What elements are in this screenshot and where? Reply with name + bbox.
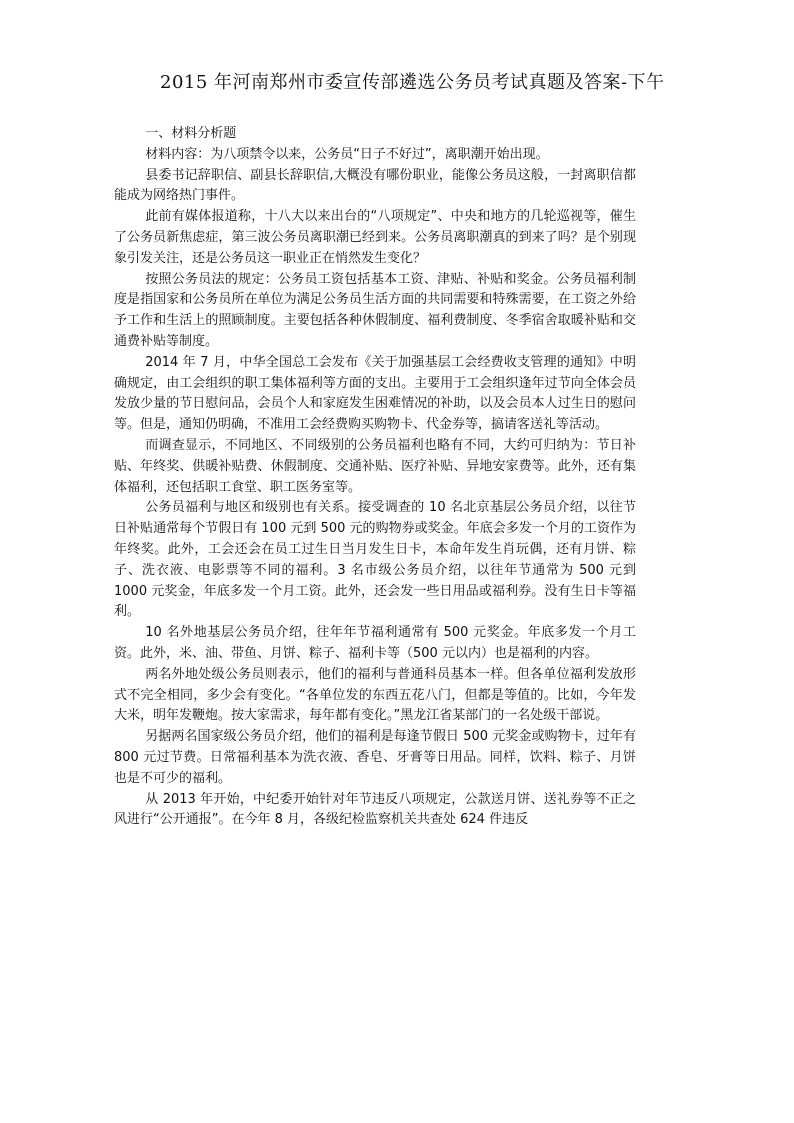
paragraph: 两名外地处级公务员则表示，他们的福利与普通科员基本一样。但各单位福利发放形式不完全相同，多少会有变化。“各单位发的东西五花八门，但都是等值的。比如，今年发大米，明年发鞭炮。按大家需求，每年都有变化。”黑龙江省某部门的一名处级干部说。 <box>114 666 636 724</box>
paragraph: 材料内容：为八项禁令以来，公务员“日子不好过”，离职潮开始出现。 <box>145 146 549 162</box>
paragraph: 县委书记辞职信、副县长辞职信,大概没有哪份职业，能像公务员这般，一封离职信都能成为网络热门事件。 <box>114 167 636 204</box>
paragraph: 按照公务员法的规定：公务员工资包括基本工资、津贴、补贴和奖金。公务员福利制度是指国家和公务员所在单位为满足公务员生活方面的共同需要和特殊需要，在工资之外给予工作和生活上的照顾制度。主要包括各种休假制度、福利费制度、冬季宿舍取暖补贴和交通费补贴等制度。 <box>114 271 636 349</box>
paragraph: 从 2013 年开始，中纪委开始针对年节违反八项规定，公款送月饼、送礼券等不正之风进行“公开通报”。在今年 8 月，各级纪检监察机关共查处 624 件违反 <box>114 791 636 828</box>
paragraph: 此前有媒体报道称，十八大以来出台的“八项规定”、中央和地方的几轮巡视等，催生了公务员新焦虑症，第三波公务员离职潮已经到来。公务员离职潮真的到来了吗？是个别现象引发关注，还是公务员这一职业正在悄然发生变化？ <box>114 209 636 266</box>
document-body <box>114 124 636 831</box>
paragraph: 公务员福利与地区和级别也有关系。接受调查的 10 名北京基层公务员介绍，以往节日补贴通常每个节假日有 100 元到 500 元的购物券或奖金。年底会多发一个月的工资作为年终奖。此外，工会还会在员工过生日当月发生日卡，本命年发生肖玩偶，还有月饼、粽子、洗衣液、电影票等不同的福利。3 名市级公务员介绍，以往年节通常为 500 元到 1000 元奖金，年底多发一个月工资。此外，还会发一些日用品或福利券。没有生日卡等福利。 <box>114 500 636 620</box>
document-title: 2015 年河南郑州市委宣传部遴选公务员考试真题及答案-下午 <box>160 72 665 93</box>
paragraph: 10 名外地基层公务员介绍，往年年节福利通常有 500 元奖金。年底多发一个月工资。此外，米、油、带鱼、月饼、粽子、福利卡等（500 元以内）也是福利的内容。 <box>114 625 636 661</box>
paragraph: 而调查显示，不同地区、不同级别的公务员福利也略有不同，大约可归纳为：节日补贴、年终奖、供暖补贴费、休假制度、交通补贴、医疗补贴、异地安家费等。此外，还有集体福利，还包括职工食堂、职工医务室等。 <box>114 437 636 495</box>
section-heading: 一、材料分析题 <box>145 126 237 141</box>
paragraph: 另据两名国家级公务员介绍，他们的福利是每逢节假日 500 元奖金或购物卡，过年有 800 元过节费。日常福利基本为洗衣液、香皂、牙膏等日用品。同样，饮料、粽子、月饼也是不可少的福利。 <box>114 729 636 786</box>
paragraph: 2014 年 7 月，中华全国总工会发布《关于加强基层工会经费收支管理的通知》中明确规定，由工会组织的职工集体福利等方面的支出。主要用于工会组织逢年过节向全体会员发放少量的节日慰问品，会员个人和家庭发生困难情况的补助，以及会员本人过生日的慰问等。但是，通知仍明确，不准用工会经费购买购物卡、代金券等，搞请客送礼等活动。 <box>114 354 636 433</box>
